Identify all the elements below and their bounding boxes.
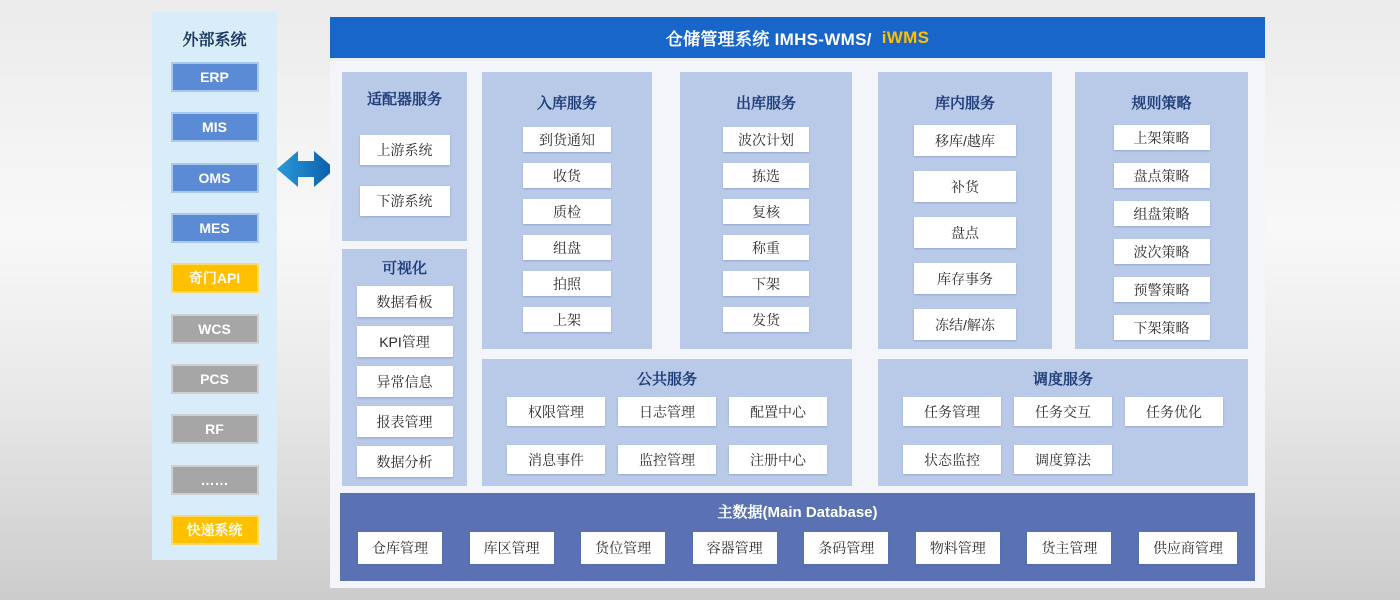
dispatch-service-box: 任务优化 [1125, 397, 1223, 426]
visualization-box: 数据分析 [357, 446, 453, 477]
visualization-box: 异常信息 [357, 366, 453, 397]
external-systems-title: 外部系统 [182, 32, 247, 49]
external-system-rf: RF [171, 414, 259, 444]
visualization-box: 报表管理 [357, 406, 453, 437]
external-system-express: 快递系统 [171, 515, 259, 545]
inwarehouse-service-box: 移库/越库 [914, 125, 1016, 156]
inbound-service-box: 到货通知 [523, 127, 611, 152]
main-database-panel [340, 493, 1255, 581]
master-data-box: 物料管理 [916, 532, 1000, 564]
common-service-box: 消息事件 [507, 445, 605, 474]
inbound-services-title: 入库服务 [536, 95, 597, 112]
visualization-title: 可视化 [381, 260, 427, 277]
external-system-mis: MIS [171, 112, 259, 142]
outbound-services-list [680, 127, 852, 332]
common-service-box: 日志管理 [618, 397, 716, 426]
inbound-service-box: 收货 [523, 163, 611, 188]
inwarehouse-service-box: 补货 [914, 171, 1016, 202]
common-services-panel [482, 359, 852, 486]
dispatch-service-box: 任务管理 [903, 397, 1001, 426]
visualization-list [342, 286, 467, 477]
master-data-box: 条码管理 [804, 532, 888, 564]
common-service-box: 监控管理 [618, 445, 716, 474]
main-database-list [340, 522, 1255, 564]
adapter-service-box: 上游系统 [360, 135, 450, 165]
rule-strategy-box: 组盘策略 [1114, 201, 1210, 226]
external-system-ellipsis: …… [171, 465, 259, 495]
master-data-box: 货位管理 [581, 532, 665, 564]
adapter-services-list [342, 135, 467, 216]
inwarehouse-services-title: 库内服务 [934, 95, 995, 112]
dispatch-services-grid [878, 397, 1248, 474]
external-system-wcs: WCS [171, 314, 259, 344]
master-data-box: 供应商管理 [1139, 532, 1237, 564]
rule-strategies-list [1075, 125, 1248, 340]
external-system-mes: MES [171, 213, 259, 243]
rule-strategy-box: 预警策略 [1114, 277, 1210, 302]
inbound-service-box: 质检 [523, 199, 611, 224]
inwarehouse-service-box: 库存事务 [914, 263, 1016, 294]
master-data-box: 货主管理 [1027, 532, 1111, 564]
rule-strategies-panel [1075, 72, 1248, 349]
common-services-title: 公共服务 [636, 371, 697, 388]
outbound-service-box: 称重 [723, 235, 809, 260]
outbound-service-box: 复核 [723, 199, 809, 224]
dispatch-services-title: 调度服务 [1032, 371, 1093, 388]
inbound-service-box: 拍照 [523, 271, 611, 296]
outbound-service-box: 发货 [723, 307, 809, 332]
inwarehouse-service-box: 冻结/解冻 [914, 309, 1016, 340]
inbound-services-panel [482, 72, 652, 349]
adapter-service-box: 下游系统 [360, 186, 450, 216]
inwarehouse-service-box: 盘点 [914, 217, 1016, 248]
external-system-erp: ERP [171, 62, 259, 92]
inbound-services-list [482, 127, 652, 332]
visualization-box: KPI管理 [357, 326, 453, 357]
inbound-service-box: 上架 [523, 307, 611, 332]
outbound-service-box: 波次计划 [723, 127, 809, 152]
common-service-box: 注册中心 [729, 445, 827, 474]
external-system-pcs: PCS [171, 364, 259, 394]
rule-strategy-box: 下架策略 [1114, 315, 1210, 340]
dispatch-service-box: 调度算法 [1014, 445, 1112, 474]
outbound-service-box: 下架 [723, 271, 809, 296]
master-data-box: 库区管理 [470, 532, 554, 564]
system-title-main: 仓储管理系统 IMHS-WMS/ [665, 30, 872, 49]
external-system-oms: OMS [171, 163, 259, 193]
inwarehouse-services-panel [878, 72, 1052, 349]
system-title-bar [330, 17, 1265, 58]
dispatch-service-box: 状态监控 [903, 445, 1001, 474]
adapter-services-title: 适配器服务 [366, 91, 442, 108]
bidirectional-arrow-icon [277, 147, 335, 191]
visualization-box: 数据看板 [357, 286, 453, 317]
rule-strategies-title: 规则策略 [1131, 95, 1192, 112]
adapter-services-panel [342, 72, 467, 241]
outbound-services-panel [680, 72, 852, 349]
inbound-service-box: 组盘 [523, 235, 611, 260]
dispatch-service-box: 任务交互 [1014, 397, 1112, 426]
wms-main-panel [330, 61, 1265, 588]
master-data-box: 仓库管理 [358, 532, 442, 564]
common-service-box: 权限管理 [507, 397, 605, 426]
external-system-qimen-api: 奇门API [171, 263, 259, 293]
external-systems-panel [152, 12, 277, 560]
common-service-box: 配置中心 [729, 397, 827, 426]
outbound-service-box: 拣选 [723, 163, 809, 188]
system-title-accent: iWMS [881, 27, 930, 47]
external-systems-list [152, 58, 277, 545]
rule-strategy-box: 波次策略 [1114, 239, 1210, 264]
main-database-title: 主数据(Main Database) [717, 504, 878, 521]
master-data-box: 容器管理 [693, 532, 777, 564]
rule-strategy-box: 上架策略 [1114, 125, 1210, 150]
dispatch-services-panel [878, 359, 1248, 486]
visualization-panel [342, 249, 467, 486]
inwarehouse-services-list [878, 125, 1052, 340]
outbound-services-title: 出库服务 [735, 95, 796, 112]
rule-strategy-box: 盘点策略 [1114, 163, 1210, 188]
common-services-grid [482, 397, 852, 474]
